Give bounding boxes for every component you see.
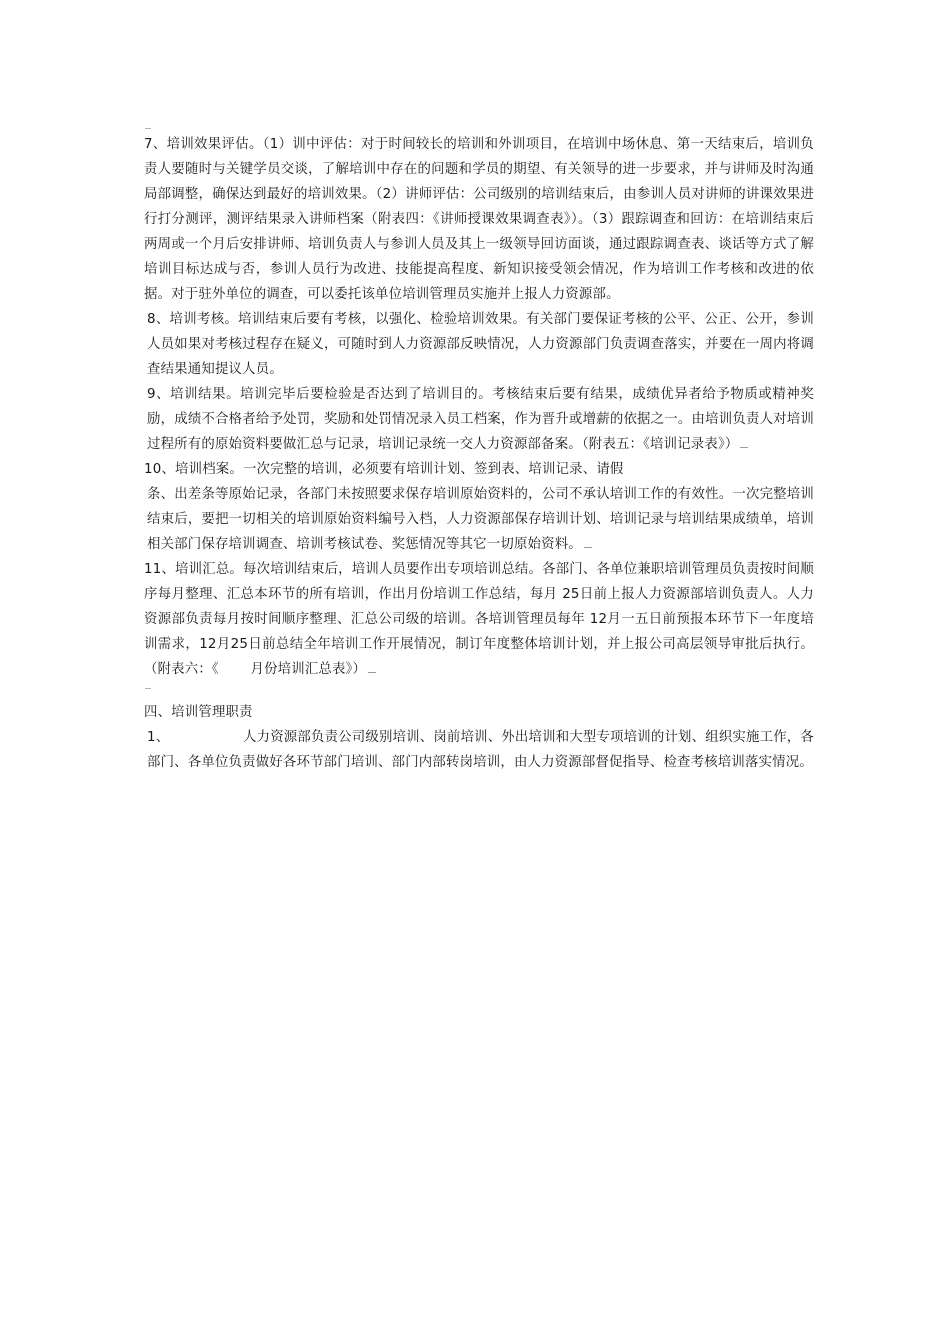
list-item-text: 人力资源部负责公司级别培训、岗前培训、外出培训和大型专项培训的计划、组织实施工作，各部门、各单位负责做好各环节部门培训、部门内部转岗培训，由人力资源部督促指导、检查考核培训落实情况。 — [147, 730, 814, 770]
paragraph-training-archives-cont — [144, 482, 814, 557]
paragraph-text: 条、出差条等原始记录，各部门未按照要求保存培训原始资料的，公司不承认培训工作的有效性。一次完整培训结束后，要把一切相关的培训原始资料编号入档，人力资源部保存培训计划、培训记录与培训结果成绩单，培训相关部门保存培训调查、培训考核试卷、奖惩情况等其它一切原始资料。 — [147, 487, 814, 552]
list-number: 1、 — [147, 730, 170, 745]
paragraph-training-evaluation — [144, 132, 814, 307]
paragraph-text: 10、培训档案。一次完整的培训，必须要有培训计划、签到表、培训记录、请假 — [144, 462, 624, 477]
paragraph-mark — [584, 537, 592, 548]
paragraph-training-assessment — [144, 307, 814, 382]
paragraph-text: 9、培训结果。培训完毕后要检验是否达到了培训目的。考核结束后要有结果，成绩优异者给予物质或精神奖励，成绩不合格者给予处罚，奖励和处罚情况录入员工档案，作为晋升或增薪的依据之一。由培训负责人对培训过程所有的原始资料要做汇总与记录，培训记录统一交人力资源部备案。（附表五：《培训记录表》） — [147, 387, 814, 452]
paragraph-text: 11、培训汇总。每次培训结束后，培训人员要作出专项培训总结。各部门、各单位兼职培训管理员负责按时间顺序每月整理、汇总本环节的所有培训，作出月份培训工作总结，每月 25日前上报人力资源部培训负责人。人力资源部负责每月按时间顺序整理、汇总公司级的培训。各培训管理员每年 12月一五日前预报本环节下一年度培训需求，12月25日前总结全年培训工作开展情况，制订年度整体培训计划，并上报公司高层领导审批后执行。（附表六：《 月份培训汇总表》） — [144, 562, 814, 677]
paragraph-mark — [740, 437, 748, 448]
paragraph-mark — [144, 122, 814, 132]
section-heading: 四、培训管理职责 — [144, 705, 253, 720]
paragraph-training-summary — [144, 557, 814, 682]
paragraph-text: 7、培训效果评估。（1）训中评估：对于时间较长的培训和外训项目，在培训中场休息、第一天结束后，培训负责人要随时与关键学员交谈，了解培训中存在的问题和学员的期望、有关领导的进一步要求，并与讲师及时沟通局部调整，确保达到最好的培训效果。（2）讲师评估：公司级别的培训结束后，由参训人员对讲师的讲课效果进行打分测评，测评结果录入讲师档案（附表四：《讲师授课效果调查表》）。（3）跟踪调查和回访：在培训结束后两周或一个月后安排讲师、培训负责人与参训人员及其上一级领导回访面谈，通过跟踪调查表、谈话等方式了解培训目标达成与否，参训人员行为改进、技能提高程度、新知识接受领会情况，作为培训工作考核和改进的依据。对于驻外单位的调查，可以委托该单位培训管理员实施并上报人力资源部。 — [144, 137, 814, 302]
section-item-1 — [144, 725, 814, 775]
paragraph-training-results — [144, 382, 814, 457]
paragraph-text: 8、培训考核。培训结束后要有考核，以强化、检验培训效果。有关部门要保证考核的公平、公正、公开，参训人员如果对考核过程存在疑义，可随时到人力资源部反映情况，人力资源部门负责调查落实，并要在一周内将调查结果通知提议人员。 — [147, 312, 814, 377]
paragraph-mark — [144, 682, 814, 692]
paragraph-mark — [368, 662, 376, 673]
paragraph-training-archives-line1 — [144, 457, 814, 482]
document-body — [144, 122, 814, 775]
